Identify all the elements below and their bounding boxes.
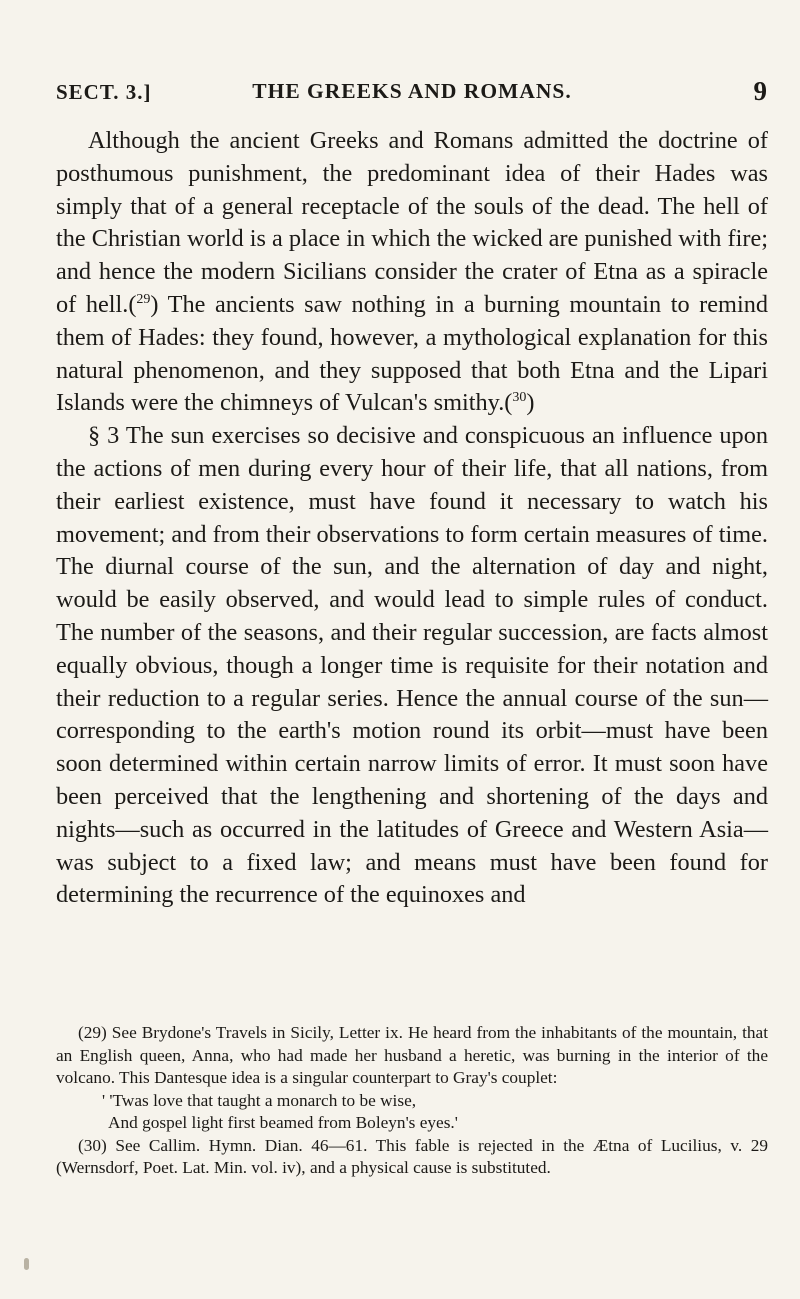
footnotes: [56, 1022, 768, 1180]
main-text: [56, 125, 768, 912]
paragraph-text: ) The ancients saw nothing in a burning mountain to remind them of Hades: they found, however, a mythological explanation for this natural phenomenon, and they supposed that both Etna and the Lipari Islands were the chimneys of Vulcan's smithy.(: [56, 290, 768, 417]
verse-line-1: ' 'Twas love that taught a monarch to be wise,: [102, 1090, 417, 1110]
running-header: [56, 76, 768, 110]
paragraph-text: ): [526, 389, 535, 417]
verse-line-2: And gospel light first beamed from Boleyn's eyes.': [108, 1113, 458, 1132]
footnote-ref-29[interactable]: 29: [136, 291, 151, 307]
paragraph-text: Although the ancient Greeks and Romans admitted the doctrine of posthumous punishment, the predominant idea of their Hades was simply that of a general receptacle of the souls of the dead. The hell of the Christian world is a place in which the wicked are punished with fire; and hence the modern Sicilians consider the crater of Etna as a spiracle of hell.(: [56, 127, 768, 318]
section-label: SECT. 3.]: [56, 80, 152, 104]
paper-speck: [24, 1258, 29, 1270]
page-number: 9: [753, 76, 768, 106]
paragraph-hades: [56, 125, 768, 420]
footnote-29: (29) See Brydone's Travels in Sicily, Letter ix. He heard from the inhabitants of the mountain, that an English queen, Anna, who had made her husband a heretic, was burning in the interior of the volcano. This Dantesque idea is a singular counterpart to Gray's couplet:: [56, 1023, 768, 1087]
running-title: THE GREEKS AND ROMANS.: [252, 79, 572, 103]
paragraph-section-3: § 3 The sun exercises so decisive and conspicuous an influence upon the actions of men during every hour of their life, that all nations, from their earliest existence, must have found it necessary to watch his movement; and from their observations to form certain measures of time. The diurnal course of the sun, and the alternation of day and night, would be easily observed, and would lead to simple rules of conduct. The number of the seasons, and their regular succession, are facts almost equally obvious, though a longer time is requisite for their notation and their reduction to a regular series. Hence the annual course of the sun—corresponding to the earth's motion round its orbit—must have been soon determined within certain narrow limits of error. It must soon have been perceived that the lengthening and shortening of the days and nights—such as occurred in the latitudes of Greece and Western Asia—was subject to a fixed law; and means must have been found for determining the recurrence of the equinoxes and: [56, 422, 768, 909]
footnote-30: (30) See Callim. Hymn. Dian. 46—61. This fable is rejected in the Ætna of Lucilius, v. 29 (Wernsdorf, Poet. Lat. Min. vol. iv), and a physical cause is substituted.: [56, 1135, 768, 1177]
footnote-ref-30[interactable]: 30: [512, 390, 527, 406]
